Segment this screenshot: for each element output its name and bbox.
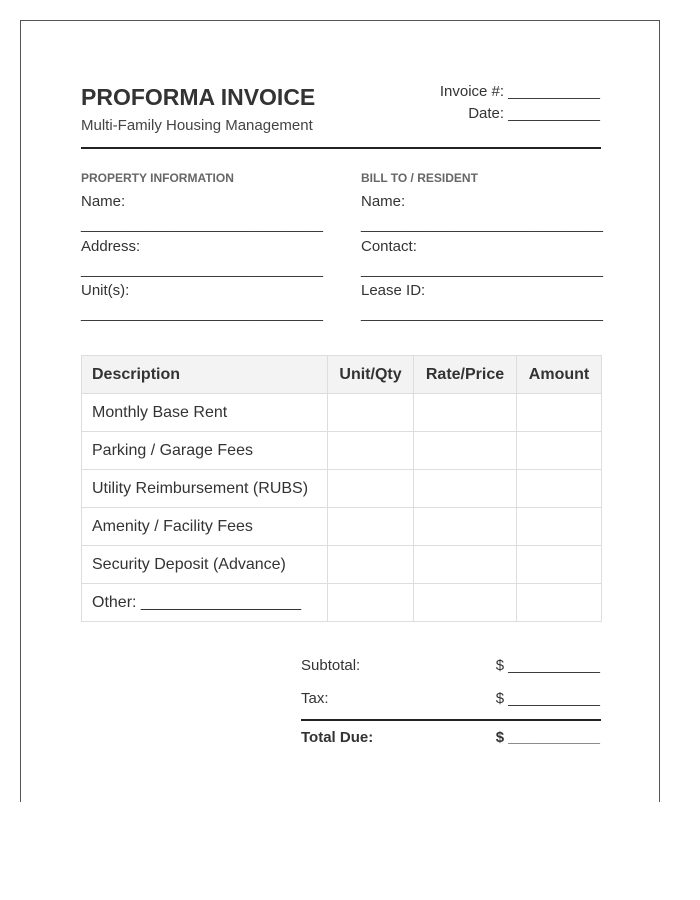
row-rate-cell[interactable] bbox=[414, 508, 517, 546]
total-due-label: Total Due: bbox=[301, 729, 374, 746]
row-rate-cell[interactable] bbox=[414, 546, 517, 584]
property-address-label: Address: bbox=[81, 238, 141, 255]
tax-label: Tax: bbox=[301, 690, 329, 707]
invoice-date-field[interactable]: Date: ___________ bbox=[468, 105, 600, 122]
row-unit-qty-cell[interactable] bbox=[328, 546, 414, 584]
lease-id-label: Lease ID: bbox=[361, 282, 426, 299]
table-row bbox=[82, 584, 602, 622]
property-info-heading: PROPERTY INFORMATION bbox=[81, 171, 234, 185]
row-amount-cell[interactable] bbox=[517, 584, 602, 622]
property-address-blank[interactable]: _____________________________ bbox=[81, 261, 323, 278]
total-due-value[interactable]: $ ___________ bbox=[495, 729, 600, 746]
column-header-rate-price: Rate/Price bbox=[414, 356, 517, 394]
row-unit-qty-cell[interactable] bbox=[328, 584, 414, 622]
row-amount-cell[interactable] bbox=[517, 546, 602, 584]
table-row bbox=[82, 394, 602, 432]
table-header-row bbox=[82, 356, 602, 394]
header-divider bbox=[81, 147, 601, 149]
column-header-amount: Amount bbox=[517, 356, 602, 394]
subtotal-value[interactable]: $ ___________ bbox=[495, 657, 600, 674]
row-description: Monthly Base Rent bbox=[82, 394, 328, 432]
lease-id-blank[interactable]: _____________________________ bbox=[361, 305, 603, 322]
resident-name-label: Name: bbox=[361, 193, 406, 210]
tax-value[interactable]: $ ___________ bbox=[495, 690, 600, 707]
row-description: Parking / Garage Fees bbox=[82, 432, 328, 470]
row-rate-cell[interactable] bbox=[414, 584, 517, 622]
subtotal-label: Subtotal: bbox=[301, 657, 361, 674]
table-row bbox=[82, 508, 602, 546]
row-amount-cell[interactable] bbox=[517, 432, 602, 470]
table-row bbox=[82, 470, 602, 508]
bill-to-heading: BILL TO / RESIDENT bbox=[361, 171, 478, 185]
company-subtitle: Multi-Family Housing Management bbox=[81, 117, 313, 134]
line-items-table bbox=[81, 355, 602, 622]
invoice-sheet bbox=[20, 20, 660, 802]
row-description: Utility Reimbursement (RUBS) bbox=[82, 470, 328, 508]
invoice-title: PROFORMA INVOICE bbox=[81, 84, 316, 110]
resident-contact-label: Contact: bbox=[361, 238, 417, 255]
row-rate-cell[interactable] bbox=[414, 432, 517, 470]
row-unit-qty-cell[interactable] bbox=[328, 470, 414, 508]
table-row bbox=[82, 432, 602, 470]
row-description[interactable]: Other: __________________ bbox=[82, 584, 328, 622]
invoice-number-field[interactable]: Invoice #: ___________ bbox=[439, 83, 600, 100]
row-amount-cell[interactable] bbox=[517, 508, 602, 546]
row-amount-cell[interactable] bbox=[517, 470, 602, 508]
resident-contact-blank[interactable]: _____________________________ bbox=[361, 261, 603, 278]
row-rate-cell[interactable] bbox=[414, 394, 517, 432]
column-header-unit-qty: Unit/Qty bbox=[328, 356, 414, 394]
property-name-blank[interactable]: _____________________________ bbox=[81, 216, 323, 233]
property-unit-label: Unit(s): bbox=[81, 282, 130, 299]
total-divider bbox=[301, 719, 601, 721]
property-name-label: Name: bbox=[81, 193, 126, 210]
row-unit-qty-cell[interactable] bbox=[328, 394, 414, 432]
property-unit-blank[interactable]: _____________________________ bbox=[81, 305, 323, 322]
row-description: Amenity / Facility Fees bbox=[82, 508, 328, 546]
row-description: Security Deposit (Advance) bbox=[82, 546, 328, 584]
resident-name-blank[interactable]: _____________________________ bbox=[361, 216, 603, 233]
column-header-description: Description bbox=[82, 356, 328, 394]
row-rate-cell[interactable] bbox=[414, 470, 517, 508]
row-unit-qty-cell[interactable] bbox=[328, 432, 414, 470]
row-unit-qty-cell[interactable] bbox=[328, 508, 414, 546]
row-amount-cell[interactable] bbox=[517, 394, 602, 432]
table-row bbox=[82, 546, 602, 584]
